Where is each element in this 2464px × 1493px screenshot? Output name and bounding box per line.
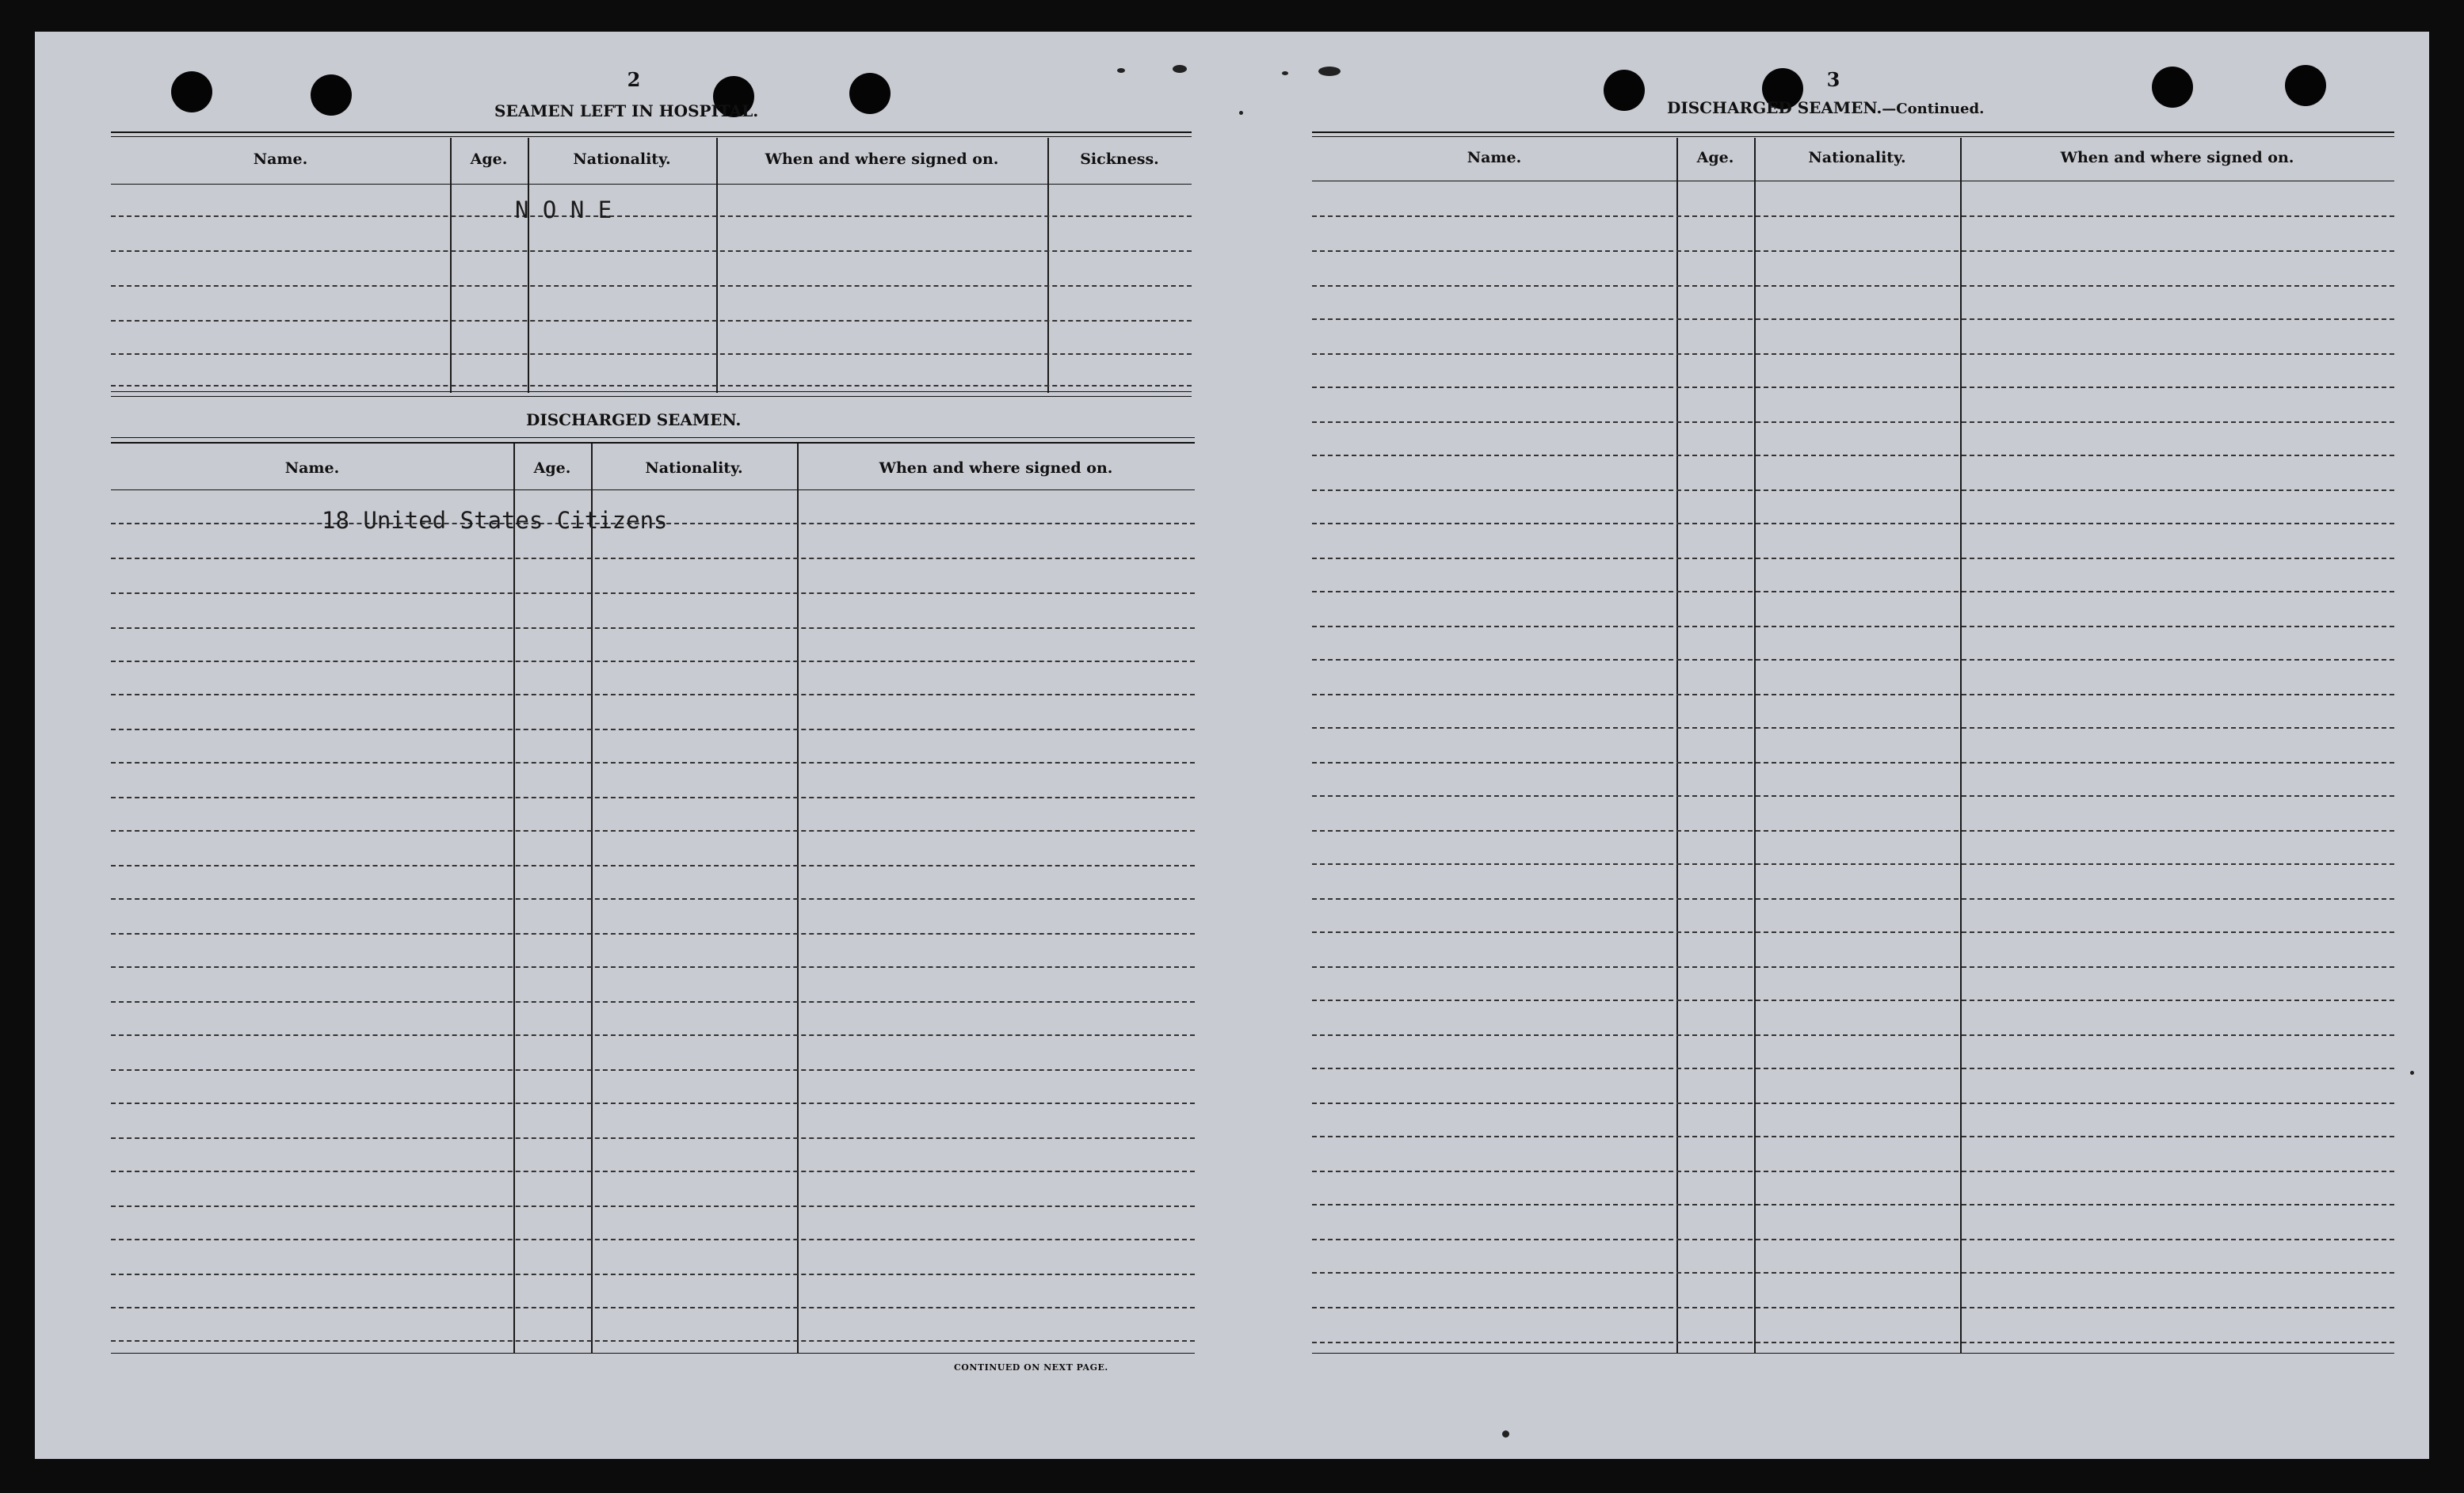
- right-header-age: Age.: [1696, 149, 1734, 166]
- ink-speck: [1502, 1430, 1509, 1438]
- right-title-suffix: —Continued.: [1882, 101, 1985, 117]
- discharged-header-signed-on: When and where signed on.: [879, 459, 1113, 477]
- page-number-left: 2: [627, 68, 641, 91]
- right-section-title: [1667, 98, 1984, 117]
- punch-hole: [2152, 67, 2193, 108]
- hospital-header-sickness: Sickness.: [1080, 150, 1159, 168]
- hospital-section-title: SEAMEN LEFT IN HOSPITAL.: [494, 101, 759, 120]
- ink-speck: [2410, 1071, 2414, 1075]
- right-header-nationality: Nationality.: [1808, 149, 1906, 166]
- right-header-name: Name.: [1467, 149, 1522, 166]
- ink-speck: [1117, 68, 1125, 73]
- ink-speck: [1239, 111, 1243, 115]
- discharged-header-name: Name.: [284, 459, 340, 477]
- punch-hole: [849, 73, 891, 114]
- discharged-continued-table: [1312, 131, 2394, 1399]
- discharged-header-nationality: Nationality.: [645, 459, 743, 477]
- hospital-header-age: Age.: [470, 150, 508, 168]
- discharged-section-title: DISCHARGED SEAMEN.: [526, 410, 742, 429]
- ink-speck: [1173, 65, 1187, 73]
- form-sheet: [35, 32, 2429, 1459]
- discharged-table: [111, 437, 1195, 1388]
- punch-hole: [311, 74, 352, 116]
- hospital-table: [111, 131, 1192, 417]
- continued-note: CONTINUED ON NEXT PAGE.: [954, 1362, 1108, 1373]
- hospital-header-nationality: Nationality.: [573, 150, 671, 168]
- right-header-signed-on: When and where signed on.: [2060, 149, 2294, 166]
- hospital-header-name: Name.: [253, 150, 308, 168]
- discharged-header-age: Age.: [533, 459, 571, 477]
- discharged-entry: 18 United States Citizens: [322, 507, 668, 534]
- punch-hole: [2285, 65, 2326, 106]
- punch-hole: [1604, 70, 1645, 111]
- hospital-entry: N O N E: [515, 196, 612, 223]
- right-title-main: DISCHARGED SEAMEN.: [1667, 98, 1882, 117]
- ink-speck: [1282, 71, 1288, 75]
- hospital-header-signed-on: When and where signed on.: [765, 150, 999, 168]
- punch-hole: [171, 71, 212, 112]
- page-number-right: 3: [1826, 68, 1840, 91]
- ink-speck: [1318, 67, 1341, 76]
